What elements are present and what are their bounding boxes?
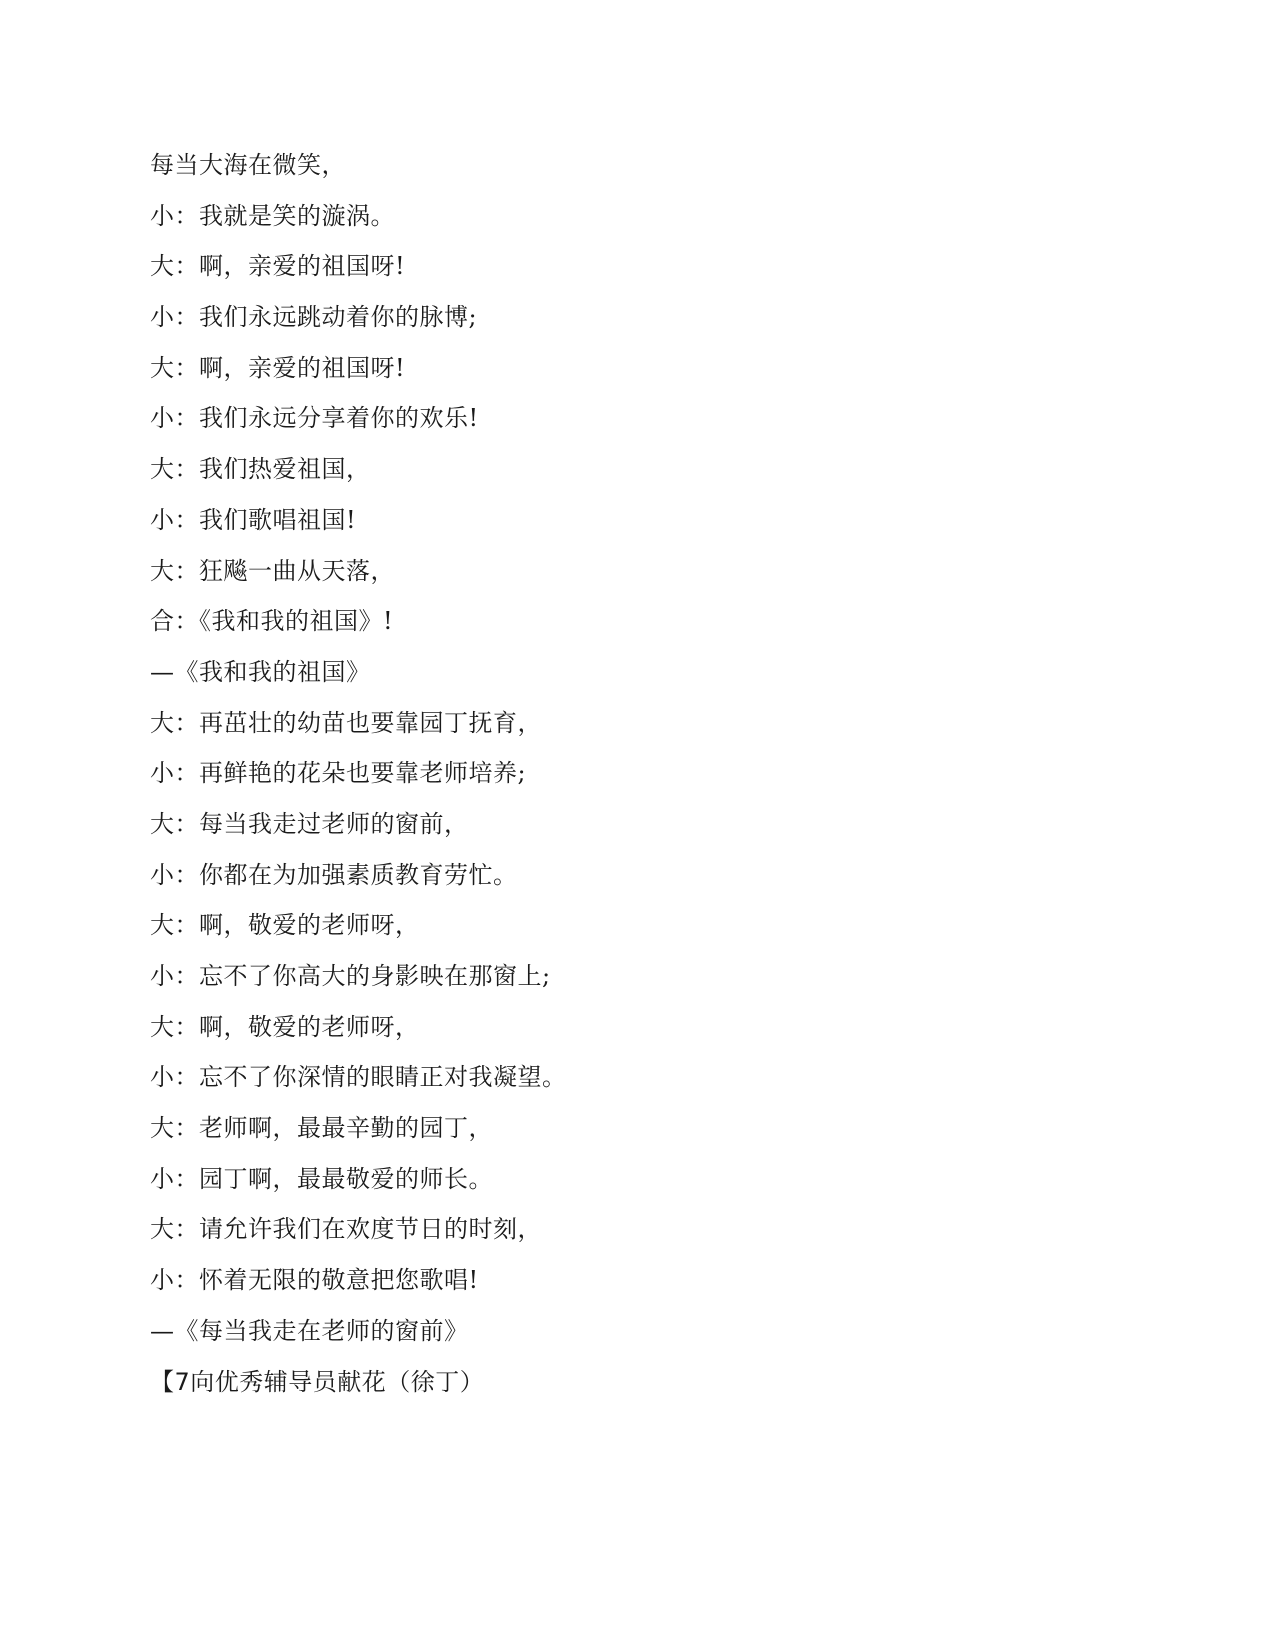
- script-line: 小：我就是笑的漩涡。: [150, 201, 395, 230]
- script-text-body: [150, 140, 1150, 1407]
- script-line: 大：每当我走过老师的窗前，: [150, 809, 469, 838]
- script-line: 小：再鲜艳的花朵也要靠老师培养;: [150, 759, 527, 788]
- script-line: 大：再茁壮的幼苗也要靠园丁抚育，: [150, 708, 542, 737]
- song-title-line: —《每当我走在老师的窗前》: [150, 1316, 469, 1345]
- script-line: 大：啊，亲爱的祖国呀!: [150, 252, 406, 281]
- script-line: 小：你都在为加强素质教育劳忙。: [150, 860, 518, 889]
- script-line: 大：老师啊，最最辛勤的园丁，: [150, 1114, 493, 1143]
- section-heading: 【7向优秀辅导员献花（徐丁）: [150, 1367, 485, 1396]
- script-line: 大：啊，敬爱的老师呀，: [150, 911, 420, 940]
- script-line: 大：请允许我们在欢度节日的时刻，: [150, 1215, 542, 1244]
- script-line: 大：啊，敬爱的老师呀，: [150, 1012, 420, 1041]
- script-line: 小：忘不了你深情的眼睛正对我凝望。: [150, 1063, 567, 1092]
- script-line: 小：园丁啊，最最敬爱的师长。: [150, 1164, 493, 1193]
- script-line: 小：怀着无限的敬意把您歌唱!: [150, 1266, 479, 1295]
- script-line: 小：我们歌唱祖国!: [150, 505, 357, 534]
- script-line: 小：忘不了你高大的身影映在那窗上;: [150, 962, 551, 990]
- script-line: 小：我们永远分享着你的欢乐!: [150, 404, 479, 433]
- script-line: 小：我们永远跳动着你的脉博;: [150, 303, 478, 332]
- script-line: 合：《我和我的祖国》!: [150, 607, 394, 636]
- script-line: 大：我们热爱祖国，: [150, 455, 371, 484]
- script-line: 每当大海在微笑，: [150, 151, 346, 179]
- script-line: 大：啊，亲爱的祖国呀!: [150, 353, 406, 382]
- song-title-line: —《我和我的祖国》: [150, 657, 371, 686]
- script-line: 大：狂飚一曲从天落，: [150, 556, 395, 585]
